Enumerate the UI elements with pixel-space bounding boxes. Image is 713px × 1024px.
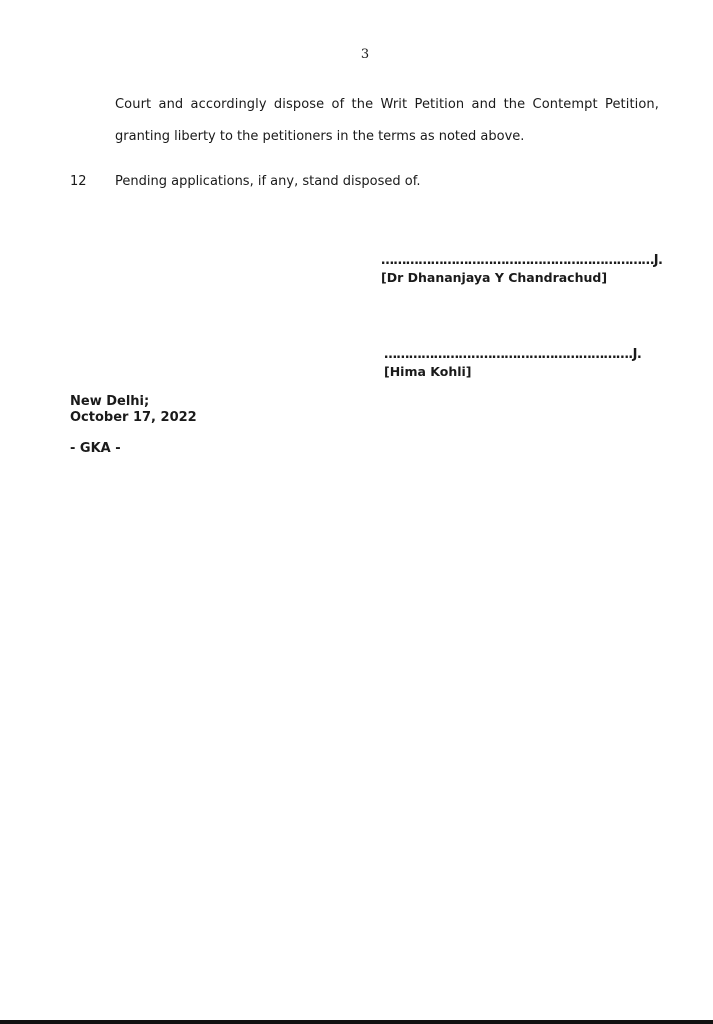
- paragraph-line: Court and accordingly dispose of the Writ Petition and the Contempt Petition,: [115, 97, 659, 112]
- judge-name: [Hima Kohli]: [384, 364, 472, 379]
- signature-line: …………………..……………………………….J.: [384, 347, 642, 362]
- place-date-block: [70, 394, 197, 426]
- place: New Delhi;: [70, 394, 150, 409]
- date: October 17, 2022: [70, 410, 197, 425]
- bottom-edge-bar: [0, 1020, 713, 1024]
- initials: - GKA -: [70, 441, 121, 456]
- judge-name: [Dr Dhananjaya Y Chandrachud]: [381, 270, 608, 285]
- signature-line: …………………………………………………………J.: [381, 253, 663, 268]
- page-number: 3: [360, 47, 370, 62]
- paragraph-number: 12: [70, 174, 87, 189]
- paragraph-line: granting liberty to the petitioners in the terms as noted above.: [115, 129, 525, 144]
- paragraph-text: Pending applications, if any, stand disposed of.: [115, 174, 421, 189]
